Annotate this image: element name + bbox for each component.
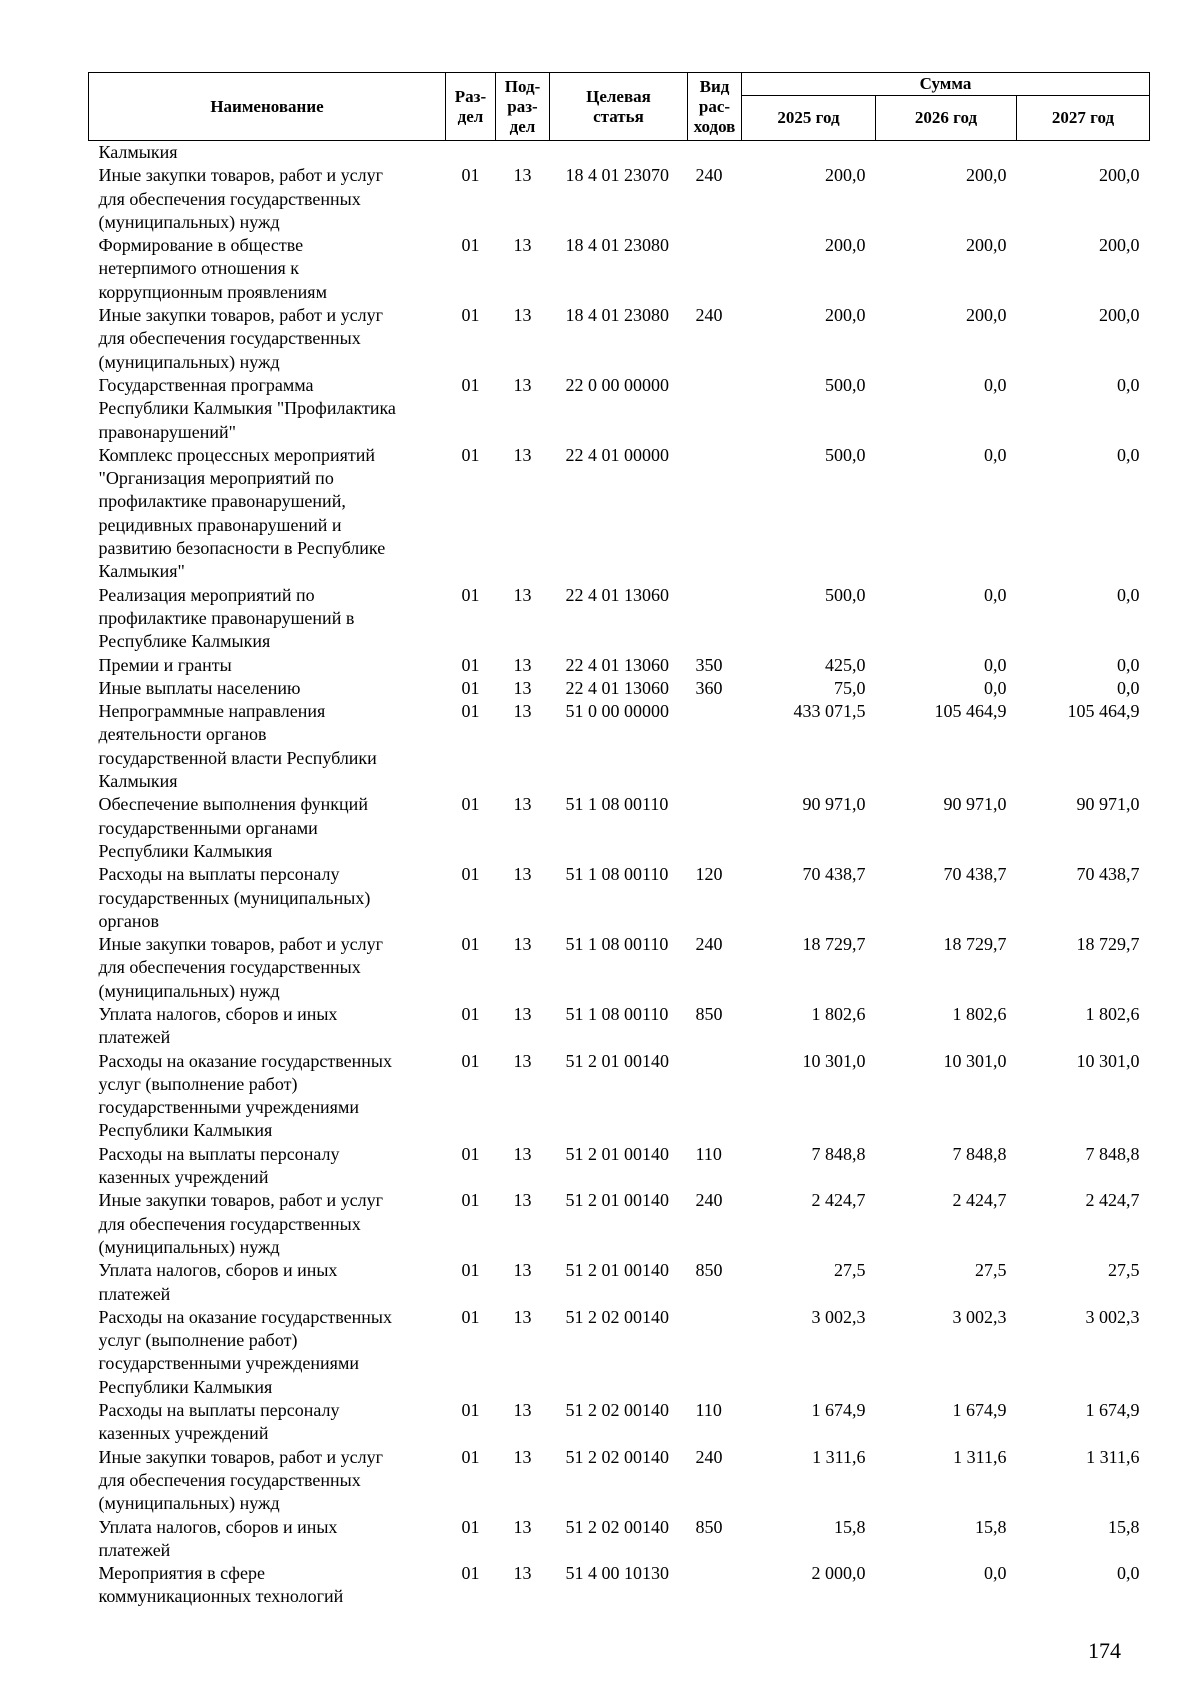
row-expense-kind [688,1306,742,1399]
row-name: Иные закупки товаров, работ и услуг для обеспечения государственных (муниципальных) нужд [98,1190,383,1257]
row-expense-kind [688,444,742,584]
row-amount-2026: 0,0 [984,584,1007,605]
row-target-article: 51 0 00 00000 [565,701,669,722]
row-section [446,141,496,165]
row-section: 01 [461,1003,480,1024]
header-sum: Сумма [742,73,1150,96]
row-expense-kind [688,584,742,654]
row-name: Иные закупки товаров, работ и услуг для обеспечения государственных (муниципальных) нужд [98,934,383,1001]
row-section: 01 [461,1306,480,1327]
table-row [89,1050,1150,1143]
row-amount-2026: 3 002,3 [952,1306,1007,1327]
row-amount-2025: 15,8 [834,1516,866,1537]
row-subsection [496,141,550,165]
row-target-article: 22 4 01 00000 [565,444,669,465]
header-year-2025: 2025 год [742,96,876,141]
row-section: 01 [461,934,480,955]
row-amount-2027: 10 301,0 [1076,1050,1140,1071]
row-amount-2025: 500,0 [825,584,866,605]
row-name: Обеспечение выполнения функций государственными органами Республики Калмыкия [98,794,368,861]
row-name: Формирование в обществе нетерпимого отношения к коррупционным проявлениям [98,235,327,302]
row-section: 01 [461,677,480,698]
row-expense-kind [688,700,742,793]
row-amount-2026: 0,0 [984,444,1007,465]
header-subsection: Под- раз- дел [496,73,550,141]
table-row [89,1516,1150,1563]
row-name: Комплекс процессных мероприятий "Организация мероприятий по профилактике правонарушений, рецидивных правонарушений и развитию безопасности в Республике Калмыкия" [98,444,386,582]
row-target-article: 18 4 01 23080 [565,235,669,256]
row-section: 01 [461,305,480,326]
row-amount-2026: 2 424,7 [952,1190,1007,1211]
row-expense-kind [688,1562,742,1609]
row-name: Непрограммные направления деятельности органов государственной власти Республики Калмыкия [98,701,377,792]
row-expense-kind [688,793,742,863]
row-amount-2026: 1 802,6 [952,1003,1007,1024]
row-expense-kind: 240 [695,1446,723,1467]
row-subsection: 13 [513,1190,532,1211]
row-target-article: 18 4 01 23080 [565,305,669,326]
row-amount-2025: 90 971,0 [802,794,866,815]
row-section: 01 [461,235,480,256]
row-target-article: 51 1 08 00110 [565,794,669,815]
row-amount-2027: 27,5 [1108,1260,1140,1281]
row-name: Расходы на оказание государственных услуг (выполнение работ) государственными учреждениями Республики Калмыкия [98,1050,392,1141]
row-target-article: 51 2 01 00140 [565,1190,669,1211]
budget-table [88,72,1150,1609]
row-amount-2025: 27,5 [834,1260,866,1281]
row-amount-2027: 0,0 [1117,677,1140,698]
row-name: Мероприятия в сфере коммуникационных технологий [98,1563,344,1607]
row-amount-2026: 0,0 [984,677,1007,698]
header-name: Наименование [89,73,446,141]
row-section: 01 [461,1400,480,1421]
row-amount-2025: 2 424,7 [811,1190,866,1211]
row-amount-2025: 433 071,5 [793,701,866,722]
row-amount-2027: 18 729,7 [1076,934,1140,955]
row-section: 01 [461,701,480,722]
row-amount-2027: 200,0 [1099,305,1140,326]
row-expense-kind: 850 [695,1003,723,1024]
row-name: Реализация мероприятий по профилактике правонарушений в Республике Калмыкия [98,584,355,652]
row-amount-2025: 1 802,6 [811,1003,866,1024]
row-amount-2025: 75,0 [834,677,866,698]
row-subsection: 13 [513,1400,532,1421]
row-subsection: 13 [513,864,532,885]
row-subsection: 13 [513,934,532,955]
row-subsection: 13 [513,444,532,465]
header-year-2026: 2026 год [876,96,1017,141]
row-expense-kind [688,234,742,304]
row-name: Премии и гранты [98,654,232,675]
table-row [89,1003,1150,1050]
row-target-article [550,141,688,165]
row-name: Уплата налогов, сборов и иных платежей [98,1003,338,1048]
table-row [89,584,1150,654]
row-amount-2026: 90 971,0 [943,794,1007,815]
row-expense-kind [688,141,742,165]
row-section: 01 [461,1446,480,1467]
header-section: Раз- дел [446,73,496,141]
row-section: 01 [461,374,480,395]
row-subsection: 13 [513,584,532,605]
row-amount-2027: 90 971,0 [1076,794,1140,815]
row-name: Расходы на выплаты персоналу казенных учреждений [98,1143,340,1188]
row-name: Иные выплаты населению [98,677,301,698]
row-target-article: 51 1 08 00110 [565,864,669,885]
row-expense-kind: 350 [695,654,723,675]
row-amount-2027: 0,0 [1117,654,1140,675]
row-amount-2027: 0,0 [1117,444,1140,465]
row-amount-2026: 200,0 [966,235,1007,256]
row-target-article: 51 2 02 00140 [565,1306,669,1327]
row-section: 01 [461,444,480,465]
row-amount-2027: 70 438,7 [1076,864,1140,885]
row-amount-2026: 27,5 [975,1260,1007,1281]
row-amount-2026: 10 301,0 [943,1050,1007,1071]
table-row [89,700,1150,793]
row-expense-kind [688,1050,742,1143]
row-target-article: 22 4 01 13060 [565,677,669,698]
row-amount-2027: 105 464,9 [1067,701,1140,722]
table-row [89,1446,1150,1516]
row-name: Калмыкия [98,142,178,162]
row-amount-2026: 1 311,6 [953,1446,1007,1467]
row-target-article: 51 2 02 00140 [565,1516,669,1537]
row-amount-2026: 15,8 [975,1516,1007,1537]
row-amount-2027: 0,0 [1117,584,1140,605]
row-name: Иные закупки товаров, работ и услуг для обеспечения государственных (муниципальных) нужд [98,165,383,232]
row-subsection: 13 [513,677,532,698]
row-subsection: 13 [513,165,532,186]
table-row [89,1399,1150,1446]
row-subsection: 13 [513,305,532,326]
row-amount-2025: 7 848,8 [811,1143,866,1164]
row-subsection: 13 [513,1306,532,1327]
row-target-article: 51 2 01 00140 [565,1260,669,1281]
row-target-article: 51 2 02 00140 [565,1446,669,1467]
header-year-2027: 2027 год [1017,96,1150,141]
row-amount-2026 [876,141,1017,165]
row-section: 01 [461,1143,480,1164]
row-amount-2027: 1 311,6 [1086,1446,1140,1467]
table-row [89,1562,1150,1609]
row-amount-2025: 3 002,3 [811,1306,866,1327]
table-row [89,444,1150,584]
table-row [89,863,1150,933]
row-amount-2026: 200,0 [966,165,1007,186]
row-section: 01 [461,1050,480,1071]
table-row [89,1306,1150,1399]
row-amount-2025: 500,0 [825,444,866,465]
row-subsection: 13 [513,1446,532,1467]
row-amount-2025: 10 301,0 [802,1050,866,1071]
table-body [89,141,1150,1609]
row-section: 01 [461,864,480,885]
row-amount-2027: 15,8 [1108,1516,1140,1537]
row-target-article: 22 4 01 13060 [565,654,669,675]
row-expense-kind: 850 [695,1516,723,1537]
row-amount-2025: 500,0 [825,374,866,395]
row-amount-2027: 1 674,9 [1085,1400,1140,1421]
row-name: Расходы на выплаты персоналу государственных (муниципальных) органов [98,864,371,931]
row-name: Уплата налогов, сборов и иных платежей [98,1260,338,1304]
row-name: Государственная программа Республики Калмыкия "Профилактика правонарушений" [98,374,396,442]
row-subsection: 13 [513,374,532,395]
row-section: 01 [461,1516,480,1537]
row-expense-kind: 240 [695,305,723,326]
row-target-article: 51 2 02 00140 [565,1400,669,1421]
header-target-article: Целевая статья [550,73,688,141]
table-row [89,793,1150,863]
row-target-article: 51 1 08 00110 [565,1003,669,1024]
row-target-article: 51 4 00 10130 [565,1563,669,1584]
row-section: 01 [461,1260,480,1281]
row-amount-2025: 1 311,6 [812,1446,866,1467]
table-row [89,677,1150,700]
row-target-article: 51 1 08 00110 [565,934,669,955]
row-amount-2026: 1 674,9 [952,1400,1007,1421]
row-amount-2025: 200,0 [825,305,866,326]
row-amount-2027: 200,0 [1099,235,1140,256]
table-row [89,1189,1150,1259]
row-expense-kind: 240 [695,934,723,955]
row-subsection: 13 [513,701,532,722]
table-row [89,234,1150,304]
row-amount-2026: 0,0 [984,1563,1007,1584]
row-target-article: 51 2 01 00140 [565,1050,669,1071]
row-section: 01 [461,1563,480,1584]
row-section: 01 [461,794,480,815]
row-name: Иные закупки товаров, работ и услуг для обеспечения государственных (муниципальных) нужд [98,1446,383,1514]
row-subsection: 13 [513,1563,532,1584]
row-section: 01 [461,584,480,605]
row-amount-2027: 7 848,8 [1085,1143,1140,1164]
row-subsection: 13 [513,1050,532,1071]
row-amount-2025: 1 674,9 [811,1400,866,1421]
row-amount-2027: 0,0 [1117,1563,1140,1584]
row-section: 01 [461,165,480,186]
row-section: 01 [461,654,480,675]
row-target-article: 18 4 01 23070 [565,165,669,186]
row-amount-2026: 105 464,9 [934,701,1007,722]
row-amount-2025: 425,0 [825,654,866,675]
table-header [89,73,1150,141]
row-amount-2025: 200,0 [825,165,866,186]
row-expense-kind: 240 [695,165,723,186]
row-name: Расходы на выплаты персоналу казенных учреждений [98,1400,340,1444]
row-subsection: 13 [513,1260,532,1281]
table-row [89,141,1150,165]
row-expense-kind: 240 [695,1190,723,1211]
row-amount-2027: 200,0 [1099,165,1140,186]
row-expense-kind: 110 [695,1143,722,1164]
row-amount-2026: 7 848,8 [952,1143,1007,1164]
row-amount-2027: 3 002,3 [1085,1306,1140,1327]
row-name: Уплата налогов, сборов и иных платежей [98,1516,338,1560]
row-section: 01 [461,1190,480,1211]
table-row [89,164,1150,234]
row-expense-kind: 360 [695,677,723,698]
row-amount-2027: 0,0 [1117,374,1140,395]
row-target-article: 51 2 01 00140 [565,1143,669,1164]
row-expense-kind: 850 [695,1260,723,1281]
row-amount-2025 [742,141,876,165]
row-amount-2025: 2 000,0 [811,1563,866,1584]
table-row [89,933,1150,1003]
row-subsection: 13 [513,235,532,256]
row-subsection: 13 [513,1143,532,1164]
table-row [89,304,1150,374]
table-row [89,1259,1150,1306]
row-subsection: 13 [513,654,532,675]
row-amount-2025: 70 438,7 [802,864,866,885]
row-expense-kind: 120 [695,864,723,885]
row-subsection: 13 [513,794,532,815]
row-target-article: 22 0 00 00000 [565,374,669,395]
row-subsection: 13 [513,1003,532,1024]
table-row [89,374,1150,444]
row-amount-2026: 70 438,7 [943,864,1007,885]
row-amount-2026: 18 729,7 [943,934,1007,955]
row-amount-2025: 200,0 [825,235,866,256]
row-amount-2027 [1017,141,1150,165]
row-name: Расходы на оказание государственных услуг (выполнение работ) государственными учреждениями Республики Калмыкия [98,1306,392,1397]
table-row [89,654,1150,677]
row-amount-2027: 1 802,6 [1085,1003,1140,1024]
page-number: 174 [1088,1638,1121,1663]
row-target-article: 22 4 01 13060 [565,584,669,605]
row-amount-2027: 2 424,7 [1085,1190,1140,1211]
row-expense-kind: 110 [695,1400,722,1421]
row-amount-2026: 0,0 [984,654,1007,675]
row-expense-kind [688,374,742,444]
row-amount-2026: 200,0 [966,305,1007,326]
row-subsection: 13 [513,1516,532,1537]
table-row [89,1143,1150,1190]
row-amount-2026: 0,0 [984,374,1007,395]
row-amount-2025: 18 729,7 [802,934,866,955]
header-expense-kind: Вид рас- ходов [688,73,742,141]
row-name: Иные закупки товаров, работ и услуг для обеспечения государственных (муниципальных) нужд [98,305,383,372]
